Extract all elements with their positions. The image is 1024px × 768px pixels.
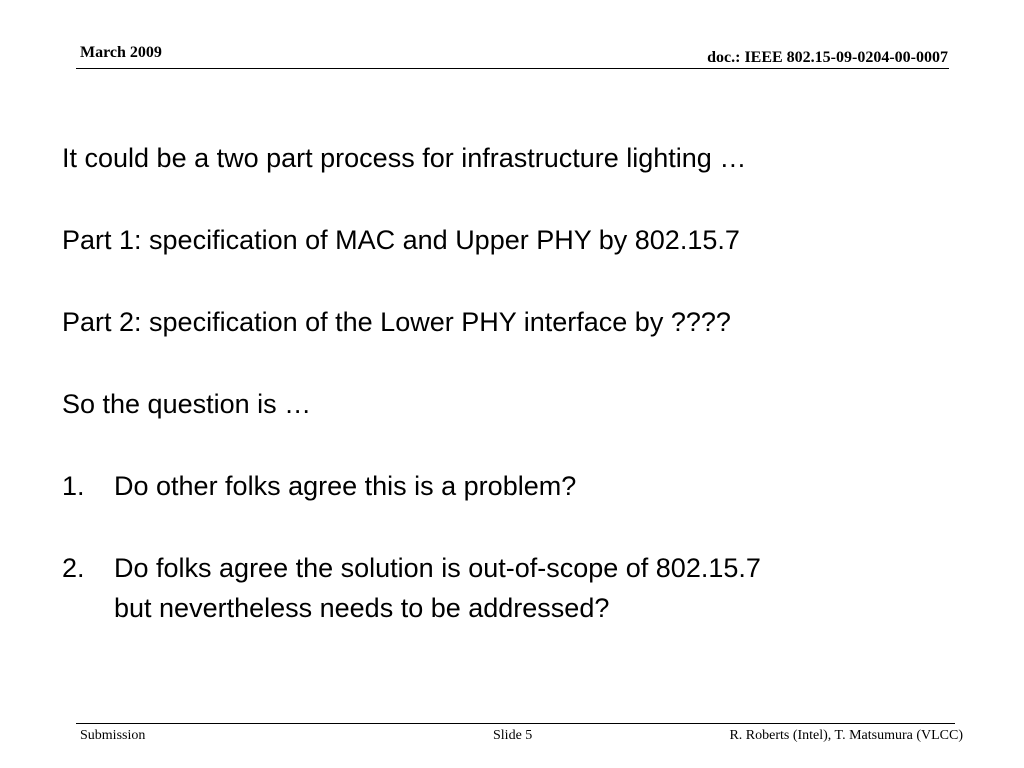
footer-slide-number: Slide 5 (493, 728, 533, 743)
paragraph-intro: It could be a two part process for infrastructure lighting … (62, 143, 747, 173)
paragraph-question: So the question is … (62, 389, 312, 419)
footer-divider (76, 723, 955, 724)
footer-submission: Submission (80, 728, 146, 743)
list-text-line: but nevertheless needs to be addressed? (114, 593, 610, 623)
header-date: March 2009 (80, 44, 162, 61)
paragraph-part-1: Part 1: specification of MAC and Upper PHY by 802.15.7 (62, 225, 740, 255)
paragraph-part-2: Part 2: specification of the Lower PHY interface by ???? (62, 307, 731, 337)
list-number: 2. (62, 553, 85, 583)
list-number: 1. (62, 471, 85, 501)
list-text-line: Do other folks agree this is a problem? (114, 471, 577, 501)
header-divider (76, 68, 949, 69)
footer-authors: R. Roberts (Intel), T. Matsumura (VLCC) (729, 728, 963, 743)
list-text-line: Do folks agree the solution is out-of-scope of 802.15.7 (114, 553, 761, 583)
header-doc-id: doc.: IEEE 802.15-09-0204-00-0007 (707, 49, 948, 66)
